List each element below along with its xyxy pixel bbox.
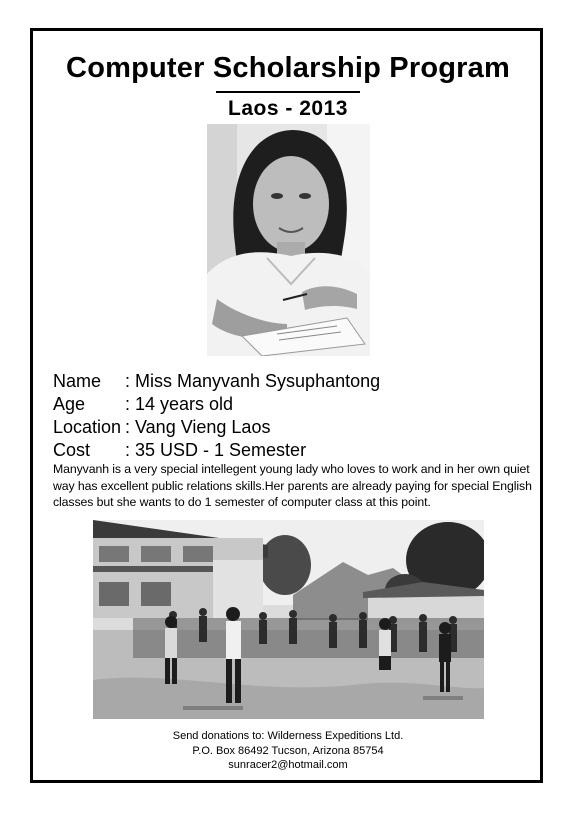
detail-row-name (53, 370, 380, 393)
detail-label: Name (53, 371, 102, 391)
detail-label: Age (53, 394, 86, 414)
detail-value: : 14 years old (125, 394, 234, 414)
detail-value: : Vang Vieng Laos (125, 417, 271, 437)
poster-subtitle: Laos - 2013 (228, 97, 348, 120)
student-details (53, 370, 380, 462)
donation-recipient: Send donations to: Wilderness Expeditions Ltd. (172, 730, 404, 742)
donation-address: P.O. Box 86492 Tucson, Arizona 85754 (192, 744, 384, 757)
detail-label: Cost (53, 440, 91, 460)
detail-row-location (53, 416, 380, 439)
detail-row-cost (53, 439, 380, 462)
title-underline (216, 91, 360, 93)
student-portrait-photo (207, 124, 370, 356)
detail-label: Location (53, 417, 122, 437)
poster-title: Computer Scholarship Program (66, 52, 510, 84)
detail-value: : Miss Manyvanh Sysuphantong (125, 371, 381, 391)
detail-row-age (53, 393, 380, 416)
detail-value: : 35 USD - 1 Semester (125, 440, 307, 460)
student-description: Manyvanh is a very special intellegent young lady who loves to work and in her own quiet way has excellent public relations skills.Her parents are already paying for special English classes but she wants to do 1 semester of computer class at this point. (53, 462, 532, 509)
schoolyard-photo (93, 520, 484, 719)
donation-info (0, 729, 576, 773)
contact-email: sunracer2@hotmail.com (228, 759, 348, 771)
